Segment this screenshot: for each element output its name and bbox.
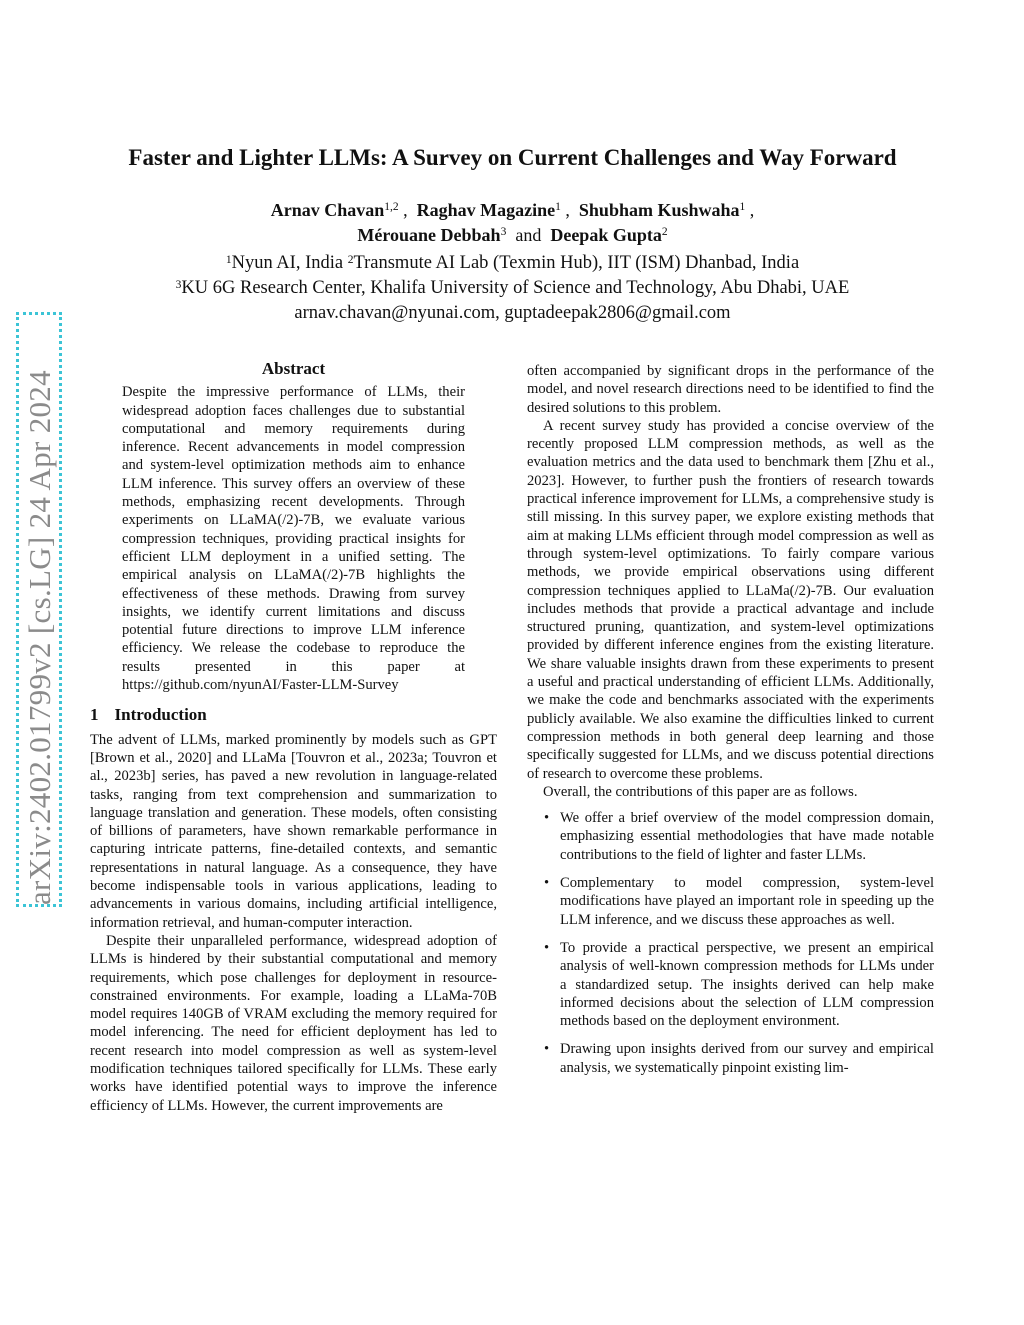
list-item: • Complementary to model compression, system-level modifications have played an important role in speeding up the LLM inference, and we discuss these approaches as well. (544, 875, 934, 928)
arxiv-stamp: arXiv:2402.01799v2 [cs.LG] 24 Apr 2024 (22, 370, 57, 905)
bullet-icon: • (544, 1041, 550, 1058)
intro-paragraph: A recent survey study has provided a concise overview of the recently proposed LLM compression methods, as well as the evaluation metrics and the data used to benchmark them [Zhu et al., 2023]. However, to further push the frontiers of research towards practical inference improvement for LLMs, a comprehensive study is still missing. In this survey paper, we explore existing methods that aim at making LLMs efficient through model compression as well as through system-level optimizations. To fairly compare various methods, we provide empirical observations using different compression techniques applied to LLaMa(/2)-7B. Our evaluation includes methods that provide a practical advantage and include structured pruning, quantization, and system-level optimizations provided by different inference engines from the existing literature. We share valuable insights drawn from these experiments to present a useful and practical understanding of efficient LLMs. Additionally, we make the code and benchmarks associated with the experiments publicly available. We also examine the difficulties linked to current compression methods in both general deep learning and those specifically suggested for LLMs, and we discuss potential directions of research to overcome these problems. (527, 417, 934, 782)
paper-title: Faster and Lighter LLMs: A Survey on Current Challenges and Way Forward (128, 145, 897, 170)
author-name: Deepak Gupta (550, 225, 662, 245)
intro-paragraph: Despite their unparalleled performance, widespread adoption of LLMs is hindered by their substantial computational and memory requirements, which pose challenges for deployment in resource-constrained environments. For example, loading a LLaMa-70B model requires 140GB of VRAM excluding the memory required for model inferencing. The need for efficient deployment has led to recent research into model compression as well as system-level modification techniques tailored specifically for LLMs. These early works have identified potential ways to improve the inference efficiency of LLMs. However, the current improvements are (90, 932, 497, 1114)
author-emails: arnav.chavan@nyunai.com, guptadeepak2806@gmail.com (294, 303, 731, 323)
intro-paragraph: The advent of LLMs, marked prominently by models such as GPT [Brown et al., 2020] and LLaMa [Touvron et al., 2023a; Touvron et al., 2023b] series, has paved a new revolution in language-related tasks, ranging from text comprehension and summarization to language translation and generation. These models, often consisting of billions of parameters, have shown remarkable performance in capturing intricate patterns, fine-detailed contexts, and semantic representations in natural language. As a consequence, they have become indispensable tools in various applications, leading to advancements in various domains, including artificial intelligence, information retrieval, and human-computer interaction. (90, 731, 497, 931)
intro-paragraph: Overall, the contributions of this paper are as follows. (543, 783, 858, 800)
list-item: • To provide a practical perspective, we present an empirical analysis of well-known compression methods for LLMs under a standardized setup. The insights derived can help make informed decisions about the selection of LLM compression methods based on the deployment environment. (544, 939, 934, 1030)
left-column (90, 360, 497, 1115)
list-item: • We offer a brief overview of the model compression domain, emphasizing essential methodologies that have made notable contributions to the field of lighter and faster LLMs. (544, 810, 934, 863)
affiliations: $^1$Nyun AI, India $^2$Transmute AI Lab (Texmin Hub), IIT (ISM) Dhanbad, India $^3$KU 6G Research Center, Khalifa University of Science and Technology, Abu Dhabi, UAE arnav.chavan@nyunai.com, guptadeepak2806@gmail.com (90, 251, 935, 326)
author-list: Arnav Chavan$^{1,2}$ , Raghav Magazine$^1$ , Shubham Kushwaha$^1$ , Mérouane Debbah$^3$ and Deepak Gupta$^2$ (270, 200, 755, 245)
right-column (527, 362, 934, 1087)
abstract-heading: Abstract (261, 359, 326, 378)
section-heading-introduction: 1 Introduction (90, 705, 207, 725)
author-name: Raghav Magazine (416, 200, 556, 220)
abstract-body: Despite the impressive performance of LLMs, their widespread adoption faces challenges due to substantial computational and memory requirements during inference. Recent advancements in model compression and system-level optimization methods aim to enhance LLM inference. This survey offers an overview of these methods, emphasizing recent developments. Through experiments on LLaMA(/2)-7B, we evaluate various compression techniques, providing practical insights for efficient LLM deployment in a unified setting. The empirical analysis on LLaMA(/2)-7B highlights the effectiveness of these methods. Drawing from survey insights, we identify current limitations and discuss potential future directions to improve LLM inference efficiency. We release the codebase to reproduce the results presented in this paper at https://github.com/nyunAI/Faster-LLM-Survey (122, 384, 465, 694)
contribution-list (527, 809, 934, 1077)
author-name: Shubham Kushwaha (578, 200, 740, 220)
author-name: Arnav Chavan (270, 200, 385, 220)
bullet-icon: • (544, 875, 550, 892)
intro-paragraph: often accompanied by significant drops in the performance of the model, and novel research directions need to be identified to find the desired solutions to this problem. (527, 363, 934, 416)
bullet-icon: • (544, 810, 550, 827)
list-item: • Drawing upon insights derived from our survey and empirical analysis, we systematically pinpoint existing lim- (544, 1041, 934, 1076)
bullet-icon: • (544, 939, 550, 956)
author-name: Mérouane Debbah (357, 225, 501, 245)
